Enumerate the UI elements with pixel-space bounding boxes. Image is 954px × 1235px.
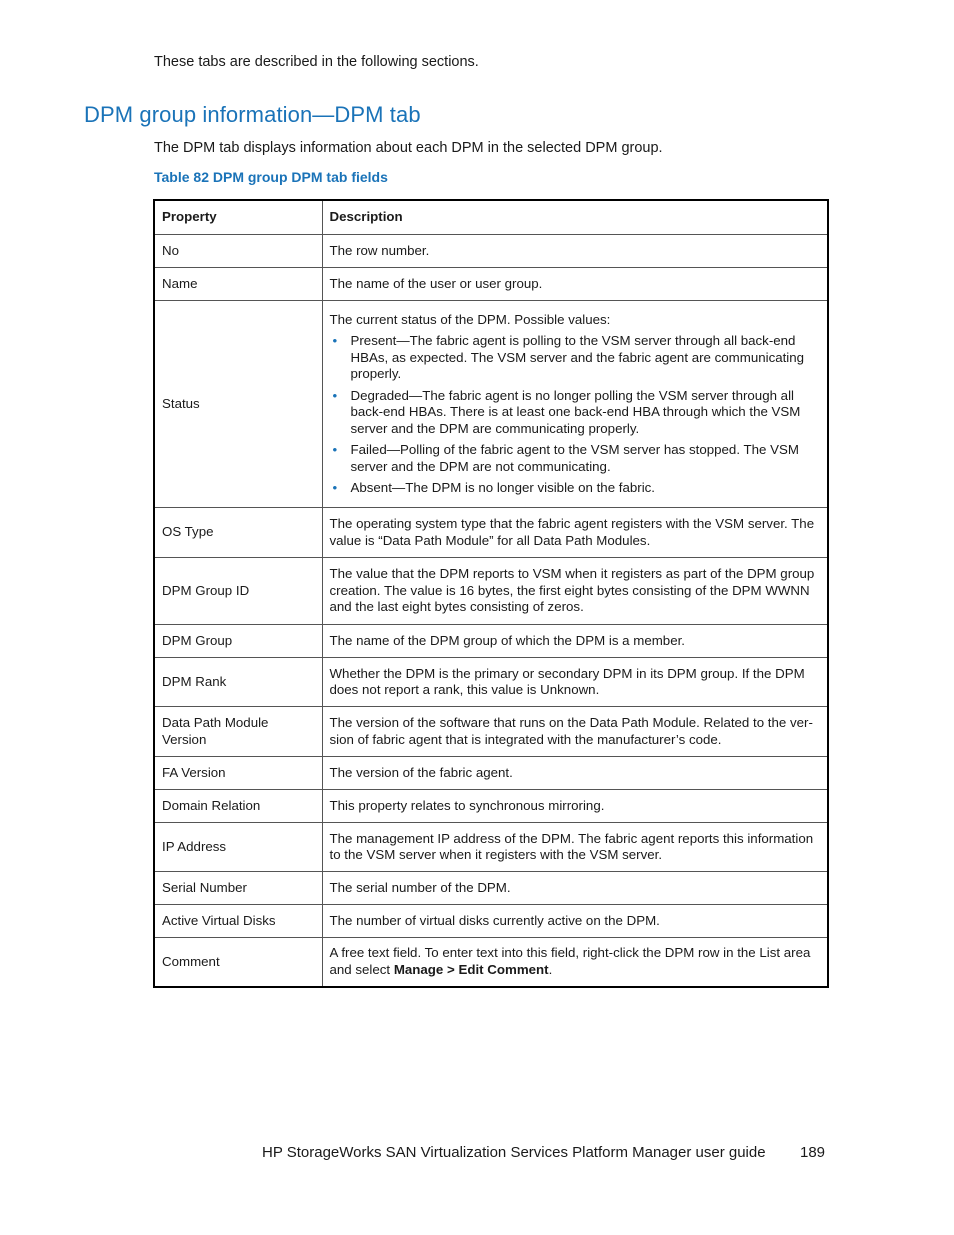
footer-guide-title: HP StorageWorks SAN Virtualization Services Platform Manager user guide xyxy=(262,1144,766,1161)
table-row xyxy=(155,757,827,790)
property-cell: DPM Group ID xyxy=(155,558,322,625)
table-row xyxy=(155,872,827,905)
comment-text-end: . xyxy=(548,961,553,977)
description-cell: The version of the fabric agent. xyxy=(322,757,827,790)
header-property: Property xyxy=(155,201,322,235)
table-caption: Table 82 DPM group DPM tab fields xyxy=(154,169,388,185)
property-cell: IP Address xyxy=(155,823,322,872)
fields-table-frame xyxy=(153,199,829,988)
list-item: • Present—The fabric agent is polling to the VSM server through all back-end HBAs, as expected. The VSM server and the fabric agent are communicating properly. xyxy=(330,333,822,383)
table-row xyxy=(155,938,827,986)
property-cell: Domain Relation xyxy=(155,790,322,823)
property-cell: No xyxy=(155,235,322,268)
table-row xyxy=(155,658,827,707)
description-cell: The version of the software that runs on the Data Path Module. Related to the ver-sion of fabric agent that is integrated with the manufacturer’s code. xyxy=(322,707,827,757)
table-row xyxy=(155,268,827,301)
property-cell: Status xyxy=(155,301,322,508)
table-row xyxy=(155,707,827,757)
property-cell: Data Path Module Version xyxy=(155,707,322,757)
description-cell xyxy=(322,301,827,508)
list-item: • Absent—The DPM is no longer visible on the fabric. xyxy=(330,480,822,497)
description-cell xyxy=(322,938,827,986)
description-cell: This property relates to synchronous mirroring. xyxy=(322,790,827,823)
table-row xyxy=(155,508,827,558)
table-row xyxy=(155,625,827,658)
list-item: • Failed—Polling of the fabric agent to the VSM server has stopped. The VSM server and the DPM are not communicating. xyxy=(330,442,822,475)
property-cell: DPM Rank xyxy=(155,658,322,707)
property-cell: FA Version xyxy=(155,757,322,790)
description-cell: The value that the DPM reports to VSM when it registers as part of the DPM group creation. The value is 16 bytes, the first eight bytes consisting of the DPM WWNN and the last eight bytes consisting of zeros. xyxy=(322,558,827,625)
property-cell: DPM Group xyxy=(155,625,322,658)
property-cell: Comment xyxy=(155,938,322,986)
description-cell: The row number. xyxy=(322,235,827,268)
property-cell: OS Type xyxy=(155,508,322,558)
header-description: Description xyxy=(322,201,827,235)
table-header-row xyxy=(155,201,827,235)
intro-text: These tabs are described in the following sections. xyxy=(154,54,479,70)
table-row xyxy=(155,790,827,823)
status-intro: The current status of the DPM. Possible values: xyxy=(329,311,611,327)
description-cell: The management IP address of the DPM. The fabric agent reports this information to the VSM server when it registers with the VSM server. xyxy=(322,823,827,872)
comment-text-start: A free text field. To enter text into this field, right-click the DPM row in the List area and select xyxy=(329,945,811,977)
table-row xyxy=(155,823,827,872)
page-number: 189 xyxy=(800,1144,826,1161)
list-item: • Degraded—The fabric agent is no longer polling the VSM server through all back-end HBAs. There is at least one back-end HBA through which the VSM server and the DPM are communicating properly. xyxy=(330,388,822,438)
table-row xyxy=(155,905,827,938)
description-cell: The name of the DPM group of which the DPM is a member. xyxy=(322,625,827,658)
description-cell: The operating system type that the fabric agent registers with the VSM server. The value is “Data Path Module” for all Data Path Modules. xyxy=(322,508,827,558)
table-row xyxy=(155,558,827,625)
fields-table xyxy=(155,201,827,986)
property-cell: Name xyxy=(155,268,322,301)
section-description: The DPM tab displays information about each DPM in the selected DPM group. xyxy=(154,140,663,156)
description-cell: The serial number of the DPM. xyxy=(322,872,827,905)
section-title: DPM group information—DPM tab xyxy=(84,102,421,127)
table-row xyxy=(155,235,827,268)
property-cell: Serial Number xyxy=(155,872,322,905)
menu-path: Manage > Edit Comment xyxy=(393,961,549,977)
status-values-list xyxy=(330,333,822,497)
description-cell: Whether the DPM is the primary or secondary DPM in its DPM group. If the DPM does not report a rank, this value is Unknown. xyxy=(322,658,827,707)
description-cell: The name of the user or user group. xyxy=(322,268,827,301)
description-cell: The number of virtual disks currently active on the DPM. xyxy=(322,905,827,938)
property-cell: Active Virtual Disks xyxy=(155,905,322,938)
table-row xyxy=(155,301,827,508)
